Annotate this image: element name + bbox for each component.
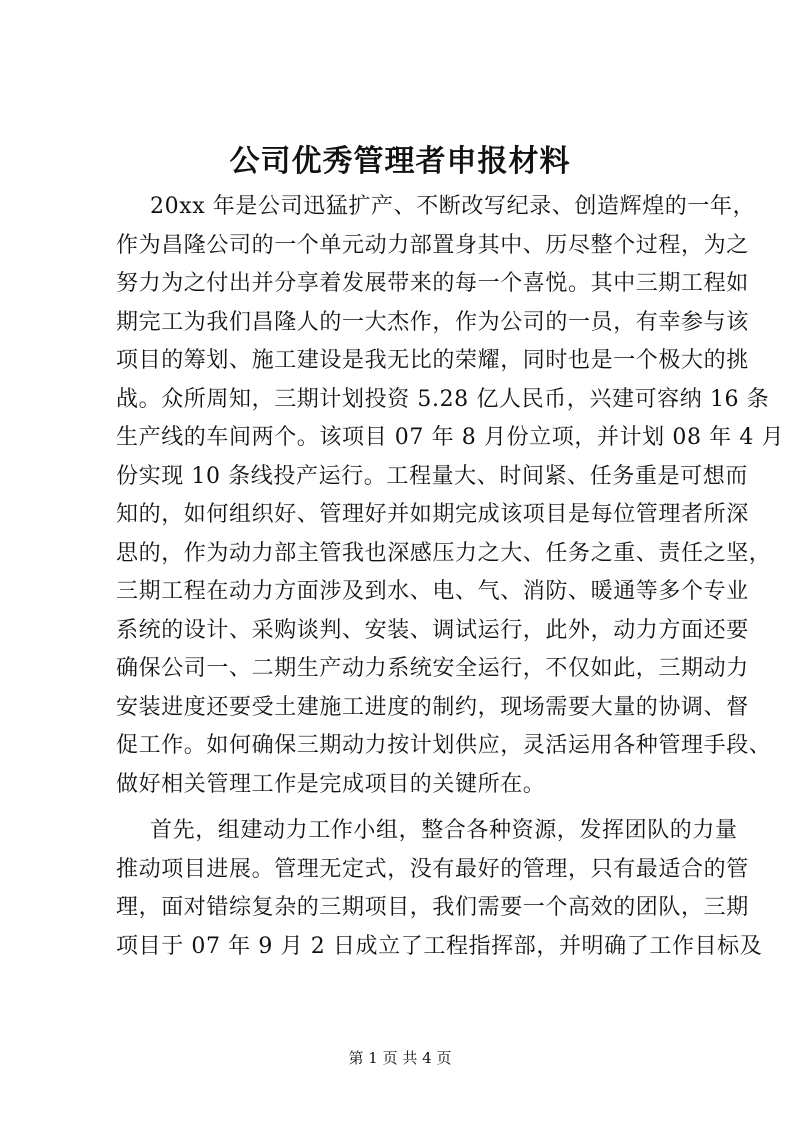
paragraph-line: 努力为之付出并分享着发展带来的每一个喜悦。其中三期工程如 [116,271,749,296]
paragraph-line: 份实现 10 条线投产运行。工程量大、时间紧、任务重是可想而 [116,463,748,489]
paragraph-line: 三期工程在动力方面涉及到水、电、气、消防、暖通等多个专业 [116,579,749,604]
paragraph-1 [116,188,785,804]
paragraph-line: 项目的筹划、施工建设是我无比的荣耀，同时也是一个极大的挑 [116,348,749,373]
paragraph-line: 20xx 年是公司迅猛扩产、不断改写纪录、创造辉煌的一年， [150,194,756,219]
paragraph-line: 生产线的车间两个。该项目 07 年 8 月份立项，并计划 08 年 4 月 [116,425,785,450]
paragraph-line: 做好相关管理工作是完成项目的关键所在。 [116,771,546,797]
paragraph-line: 项目于 07 年 9 月 2 日成立了工程指挥部，并明确了工作目标及 [116,933,763,959]
paragraph-line: 安装进度还要受土建施工进度的制约，现场需要大量的协调、督 [116,694,749,720]
page-number-footer: 第 1 页 共 4 页 [348,1049,452,1067]
paragraph-line: 系统的设计、采购谈判、安装、调试运行，此外，动力方面还要 [116,617,749,643]
paragraph-line: 作为昌隆公司的一个单元动力部置身其中、历尽整个过程，为之 [116,232,749,258]
paragraph-line: 思的，作为动力部主管我也深感压力之大、任务之重、责任之坚， [116,540,772,566]
paragraph-line: 推动项目进展。管理无定式，没有最好的管理，只有最适合的管 [116,856,749,882]
paragraph-line: 促工作。如何确保三期动力按计划供应，灵活运用各种管理手段、 [116,733,772,758]
paragraph-line: 期完工为我们昌隆人的一大杰作，作为公司的一员，有幸参与该 [116,309,749,335]
paragraph-gap [116,804,706,812]
document-title: 公司优秀管理者申报材料 [229,144,571,179]
paragraph-line: 确保公司一、二期生产动力系统安全运行，不仅如此，三期动力 [116,656,749,681]
paragraph-line: 知的，如何组织好、管理好并如期完成该项目是每位管理者所深 [116,502,749,527]
paragraph-line: 首先，组建动力工作小组，整合各种资源，发挥团队的力量 [150,818,738,843]
paragraph-2 [116,812,763,966]
paragraph-line: 战。众所周知，三期计划投资 5.28 亿人民币，兴建可容纳 16 条 [116,386,770,412]
document-body [116,188,785,966]
paragraph-line: 理，面对错综复杂的三期项目，我们需要一个高效的团队，三期 [116,895,749,920]
